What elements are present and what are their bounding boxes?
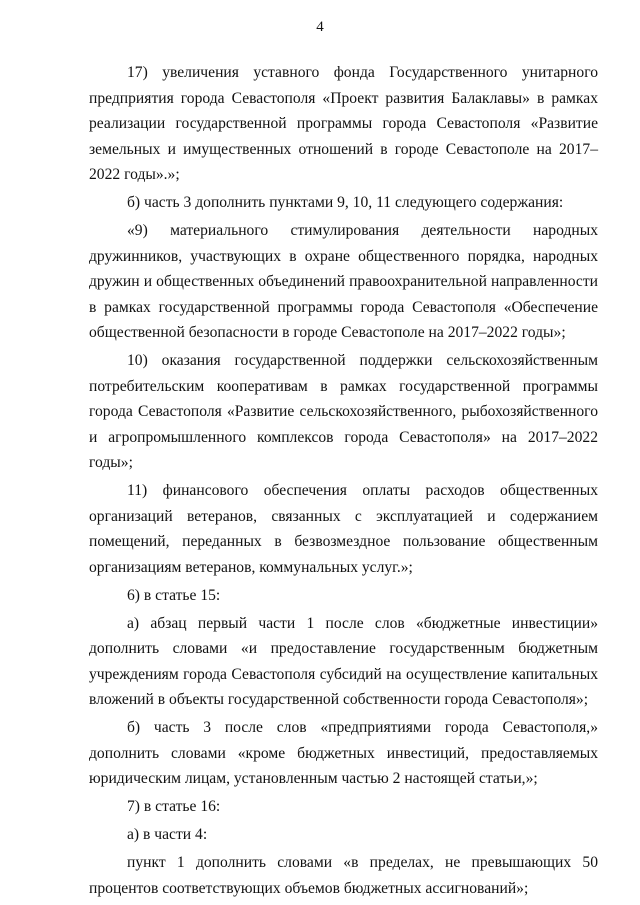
page-number: 4 [316, 19, 324, 35]
paragraph-article-15: 6) в статье 15: [127, 586, 221, 604]
paragraph-article-16: 7) в статье 16: [127, 798, 221, 815]
paragraph-part-3-amendment: б) часть 3 дополнить пунктами 9, 10, 11 следующего содержания: [127, 194, 564, 211]
paragraph-article-15-a: а) абзац первый части 1 после слов «бюджетные инвестиции» дополнить словами «и предоставление государственным бюджетным учреждениям города Севастополя субсидий на осуществление капитальных вложений в объекты государственной собственности города Севастополя»; [89, 614, 598, 708]
document-body [89, 60, 598, 901]
paragraph-item-10: 10) оказания государственной поддержки сельскохозяйственным потребительским кооперативам в рамках государственной программы города Севастополя «Развитие сельскохозяйственного, рыбохозяйственного и агропромышленного комплексов города Севастополя» на 2017–2022 годы»; [89, 352, 598, 471]
paragraph-article-16-part-4: а) в части 4: [127, 826, 208, 843]
paragraph-point-1: пункт 1 дополнить словами «в пределах, не превышающих 50 процентов соответствующих объемов бюджетных ассигнований»; [89, 854, 598, 897]
paragraph-item-9: «9) материального стимулирования деятельности народных дружинников, участвующих в охране общественного порядка, народных дружин и общественных объединений правоохранительной направленности в рамках государственной программы города Севастополя «Обеспечение общественной безопасности в городе Севастополе на 2017–2022 годы»; [89, 222, 598, 341]
paragraph-item-11: 11) финансового обеспечения оплаты расходов общественных организаций ветеранов, связанных с эксплуатацией и содержанием помещений, переданных в безвозмездное пользование общественным организациям ветеранов, коммунальных услуг.»; [89, 482, 598, 576]
paragraph-item-17: 17) увеличения уставного фонда Государственного унитарного предприятия города Севастополя «Проект развития Балаклавы» в рамках реализации государственной программы города Севастополя «Развитие земельных и имущественных отношений в городе Севастополе на 2017–2022 годы».»; [89, 64, 598, 183]
paragraph-article-15-b: б) часть 3 после слов «предприятиями города Севастополя,» дополнить словами «кроме бюджетных инвестиций, предоставляемых юридическим лицам, установленным частью 2 настоящей статьи,»; [89, 719, 598, 787]
